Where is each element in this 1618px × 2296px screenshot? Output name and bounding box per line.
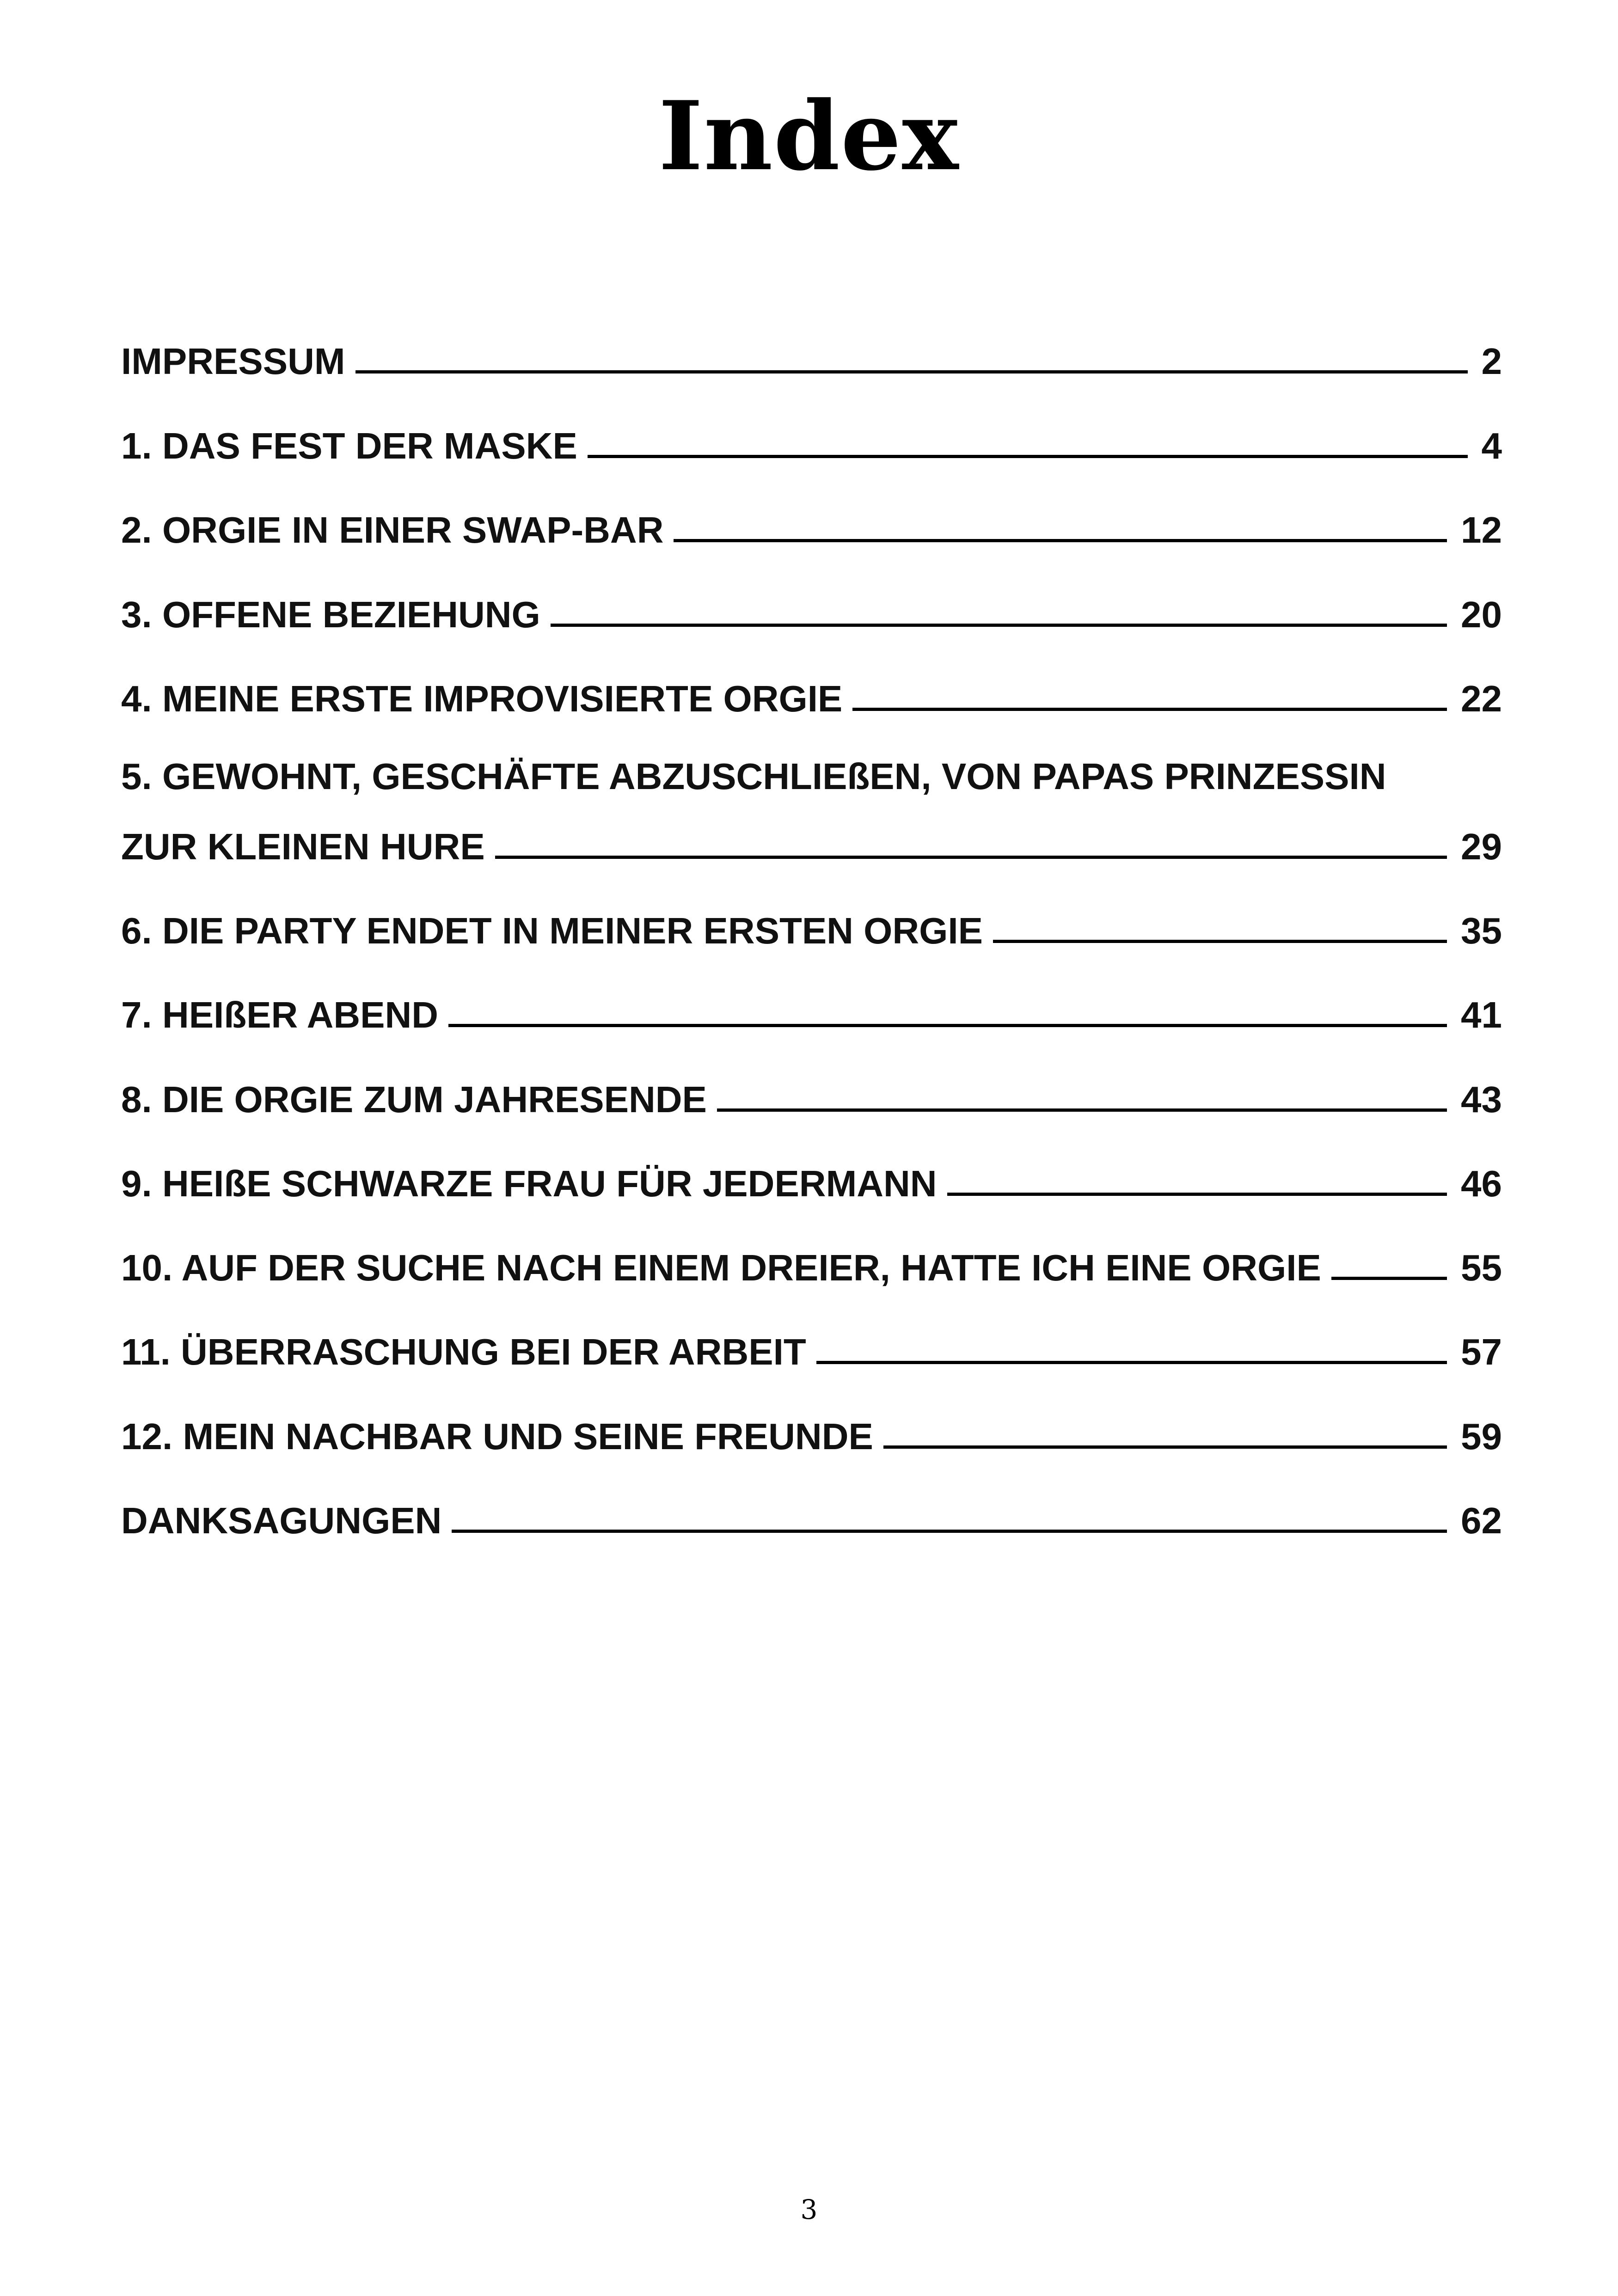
page-title: Index [658,81,960,192]
toc-leader-line [852,708,1447,711]
toc-entry-chapter-8[interactable] [121,1071,1502,1122]
toc-entry-title: 12. MEIN NACHBAR UND SEINE FREUNDE [121,1416,873,1457]
toc-leader-line [717,1108,1447,1112]
toc-entry-title: ZUR KLEINEN HURE [121,826,485,867]
toc-entry-title: DANKSAGUNGEN [121,1500,442,1541]
toc-entry-page: 55 [1461,1247,1502,1288]
toc-leader-line [551,624,1447,627]
toc-entry-chapter-5[interactable] [121,818,1502,869]
toc-leader-line [883,1445,1447,1449]
toc-entry-page: 22 [1461,678,1502,719]
toc-entry-page: 46 [1461,1163,1502,1204]
toc-leader-line [452,1530,1447,1533]
toc-entry-page: 20 [1461,594,1502,635]
toc-entry-chapter-6[interactable] [121,902,1502,953]
toc-entry-chapter-4[interactable] [121,670,1502,721]
toc-leader-line [355,370,1468,373]
toc-entry-page: 35 [1461,910,1502,951]
toc-entry-chapter-11[interactable] [121,1323,1502,1374]
toc-entry-title: 9. HEIßE SCHWARZE FRAU FÜR JEDERMANN [121,1163,937,1204]
toc-leader-line [947,1193,1447,1196]
toc-leader-line [1331,1277,1447,1280]
toc-entry-title: 7. HEIßER ABEND [121,994,439,1035]
toc-entry-page: 2 [1481,341,1502,382]
toc-leader-line [993,940,1447,943]
page-number: 3 [800,2194,818,2225]
toc-entry-chapter-1[interactable] [121,417,1502,468]
toc-entry-chapter-3[interactable] [121,586,1502,637]
toc-entry-page: 62 [1461,1500,1502,1541]
toc-entry-title: 11. ÜBERRASCHUNG BEI DER ARBEIT [121,1331,806,1372]
toc-entry-page: 4 [1481,425,1502,466]
toc-entry-title: 3. OFFENE BEZIEHUNG [121,594,540,635]
toc-entry-title: 10. AUF DER SUCHE NACH EINEM DREIER, HATTE ICH EINE ORGIE [121,1247,1321,1288]
toc-entry-title: 8. DIE ORGIE ZUM JAHRESENDE [121,1079,707,1120]
toc-entry-page: 12 [1461,509,1502,551]
toc-entry-title: 6. DIE PARTY ENDET IN MEINER ERSTEN ORGIE [121,910,983,951]
toc-leader-line [816,1361,1447,1364]
toc-entry-page: 41 [1461,994,1502,1035]
toc-entry-title: 2. ORGIE IN EINER SWAP-BAR [121,509,664,551]
toc-entry-chapter-7[interactable] [121,986,1502,1037]
toc-entry-danksagungen[interactable] [121,1492,1502,1543]
toc-leader-line [588,455,1468,458]
toc-entry-chapter-9[interactable] [121,1155,1502,1206]
toc-entry-title: 1. DAS FEST DER MASKE [121,425,577,466]
toc-entry-chapter-10[interactable] [121,1239,1502,1290]
toc-entry-page: 59 [1461,1416,1502,1457]
toc-leader-line [674,539,1447,542]
toc-entry-page: 57 [1461,1331,1502,1372]
toc-leader-line [448,1024,1447,1027]
toc-entry-page: 43 [1461,1079,1502,1120]
toc-entry-title: 4. MEINE ERSTE IMPROVISIERTE ORGIE [121,678,843,719]
toc-entry-title: IMPRESSUM [121,341,345,382]
toc-entry-title: 5. GEWOHNT, GESCHÄFTE ABZUSCHLIEßEN, VON PAPAS PRINZESSIN [121,756,1386,797]
toc-entry-chapter-2[interactable] [121,502,1502,552]
toc-entry-chapter-12[interactable] [121,1408,1502,1459]
toc-entry-impressum[interactable] [121,333,1502,384]
toc-entry-chapter-5-line-1[interactable] [121,754,1502,799]
toc-entry-page: 29 [1461,826,1502,867]
toc-leader-line [495,856,1447,859]
